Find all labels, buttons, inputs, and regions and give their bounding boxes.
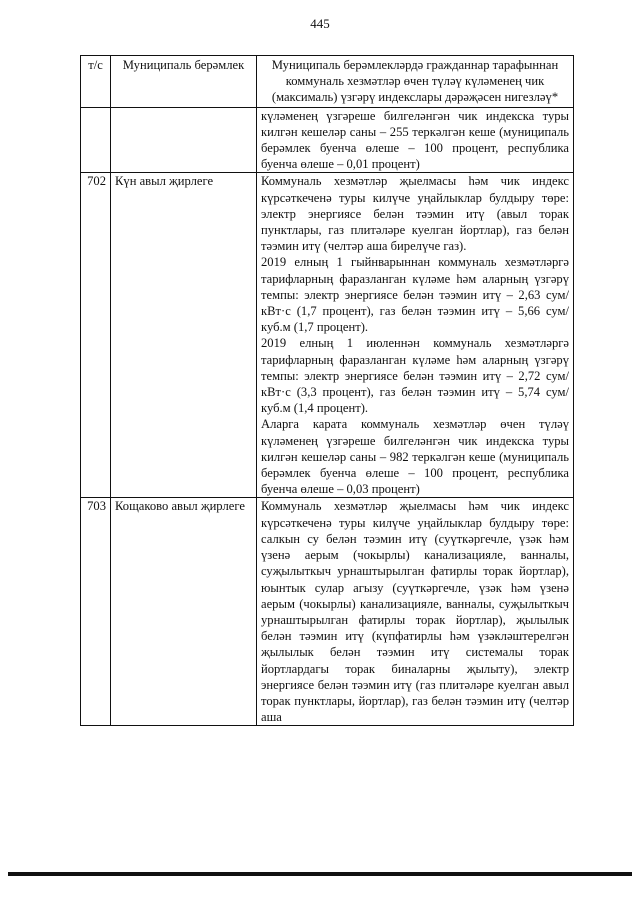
header-basis: Муниципаль берәмлекләрдә гражданнар тарафыннан коммуналь хезмәтләр өчен түләү күләменең чик (максималь) үзгәрү индекслары дәрәҗәсен нигезләү*: [257, 56, 574, 108]
row-number: 702: [81, 173, 111, 498]
row-municipality: [111, 107, 257, 173]
basis-paragraph: Коммуналь хезмәтләр җыелмасы һәм чик индекс күрсәткеченә туры килүче уңайлыклар булдыру төре: электр энергиясе белән тәэмин итү (авыл торак пунктлары, газ плитәләре куелган йортлар), газ белән тәэмин итү (челтәр аша бирелүче газ).: [261, 174, 569, 254]
table-row-continuation: [81, 107, 574, 173]
page-bottom-border: [8, 872, 632, 876]
row-municipality: Күн авыл җирлеге: [111, 173, 257, 498]
row-municipality: Кощаково авыл җирлеге: [111, 498, 257, 726]
row-basis: [257, 173, 574, 498]
header-number: т/с: [81, 56, 111, 108]
basis-paragraph: 2019 елның 1 июленнән коммуналь хезмәтләргә тарифларның фаразланган күләме һәм аларның үзгәрү темпы: электр энергиясе белән тәэмин итү – 2,72 сум/кВт·с (3,3 процент), газ белән тәэмин итү – 5,74 сум/куб.м (1,4 процент).: [261, 336, 569, 416]
row-number: [81, 107, 111, 173]
row-number: 703: [81, 498, 111, 726]
basis-paragraph: күләменең үзгәреше билгеләнгән чик индекска туры килгән кешеләр саны – 255 теркәлгән кеше (муниципаль берәмлек буенча өлеше – 100 процент, республика буенча өлеше – 0,01 процент): [261, 108, 569, 172]
page-number: 445: [310, 16, 330, 31]
basis-paragraph: Коммуналь хезмәтләр җыелмасы һәм чик индекс күрсәткеченә туры килүче уңайлыклар булдыру төре: салкын су белән тәэмин итү (суүткәргечле, үзәк һәм үзенә аерым (чокырлы) канализацияле, ванналы, суҗылыткыч урнаштырылган фатирлы торак йортлар), юынтык сулар агызу (суүткәргечле, үзәк һәм үзенә аерым (чокырлы) канализацияле, ванналы, суҗылыткыч урнаштырылган фатирлы торак йортлар), җылылык белән тәэмин итү (күпфатирлы һәм үзәкләштерелгән җылылык белән тәэмин итү системалы торак йортлардагы торак биналарны җылыту), электр энергиясе белән тәэмин итү (газ плитәләре куелган авыл торак пунктлары, йортлар), газ белән тәэмин итү (челтәр аша: [261, 499, 569, 725]
row-basis: [257, 107, 574, 173]
table-header-row: [81, 56, 574, 108]
table-row-702: [81, 173, 574, 498]
municipal-index-table: [80, 55, 574, 726]
table-row-703: [81, 498, 574, 726]
basis-paragraph: Аларга карата коммуналь хезмәтләр өчен түләү күләменең үзгәреше билгеләнгән чик индекска туры килгән кешеләр саны – 982 теркәлгән кеше (муниципаль берәмлек буенча өлеше – 100 процент, республика буенча өлеше – 0,03 процент): [261, 417, 569, 497]
basis-paragraph: 2019 елның 1 гыйнварыннан коммуналь хезмәтләргә тарифларның фаразланган күләме һәм аларның үзгәрү темпы: электр энергиясе белән тәэмин итү – 2,63 сум/кВт·с (1,7 процент), газ белән тәэмин итү – 5,66 сум/куб.м (1,7 процент).: [261, 255, 569, 335]
header-municipality: Муниципаль берәмлек: [111, 56, 257, 108]
row-basis: [257, 498, 574, 726]
